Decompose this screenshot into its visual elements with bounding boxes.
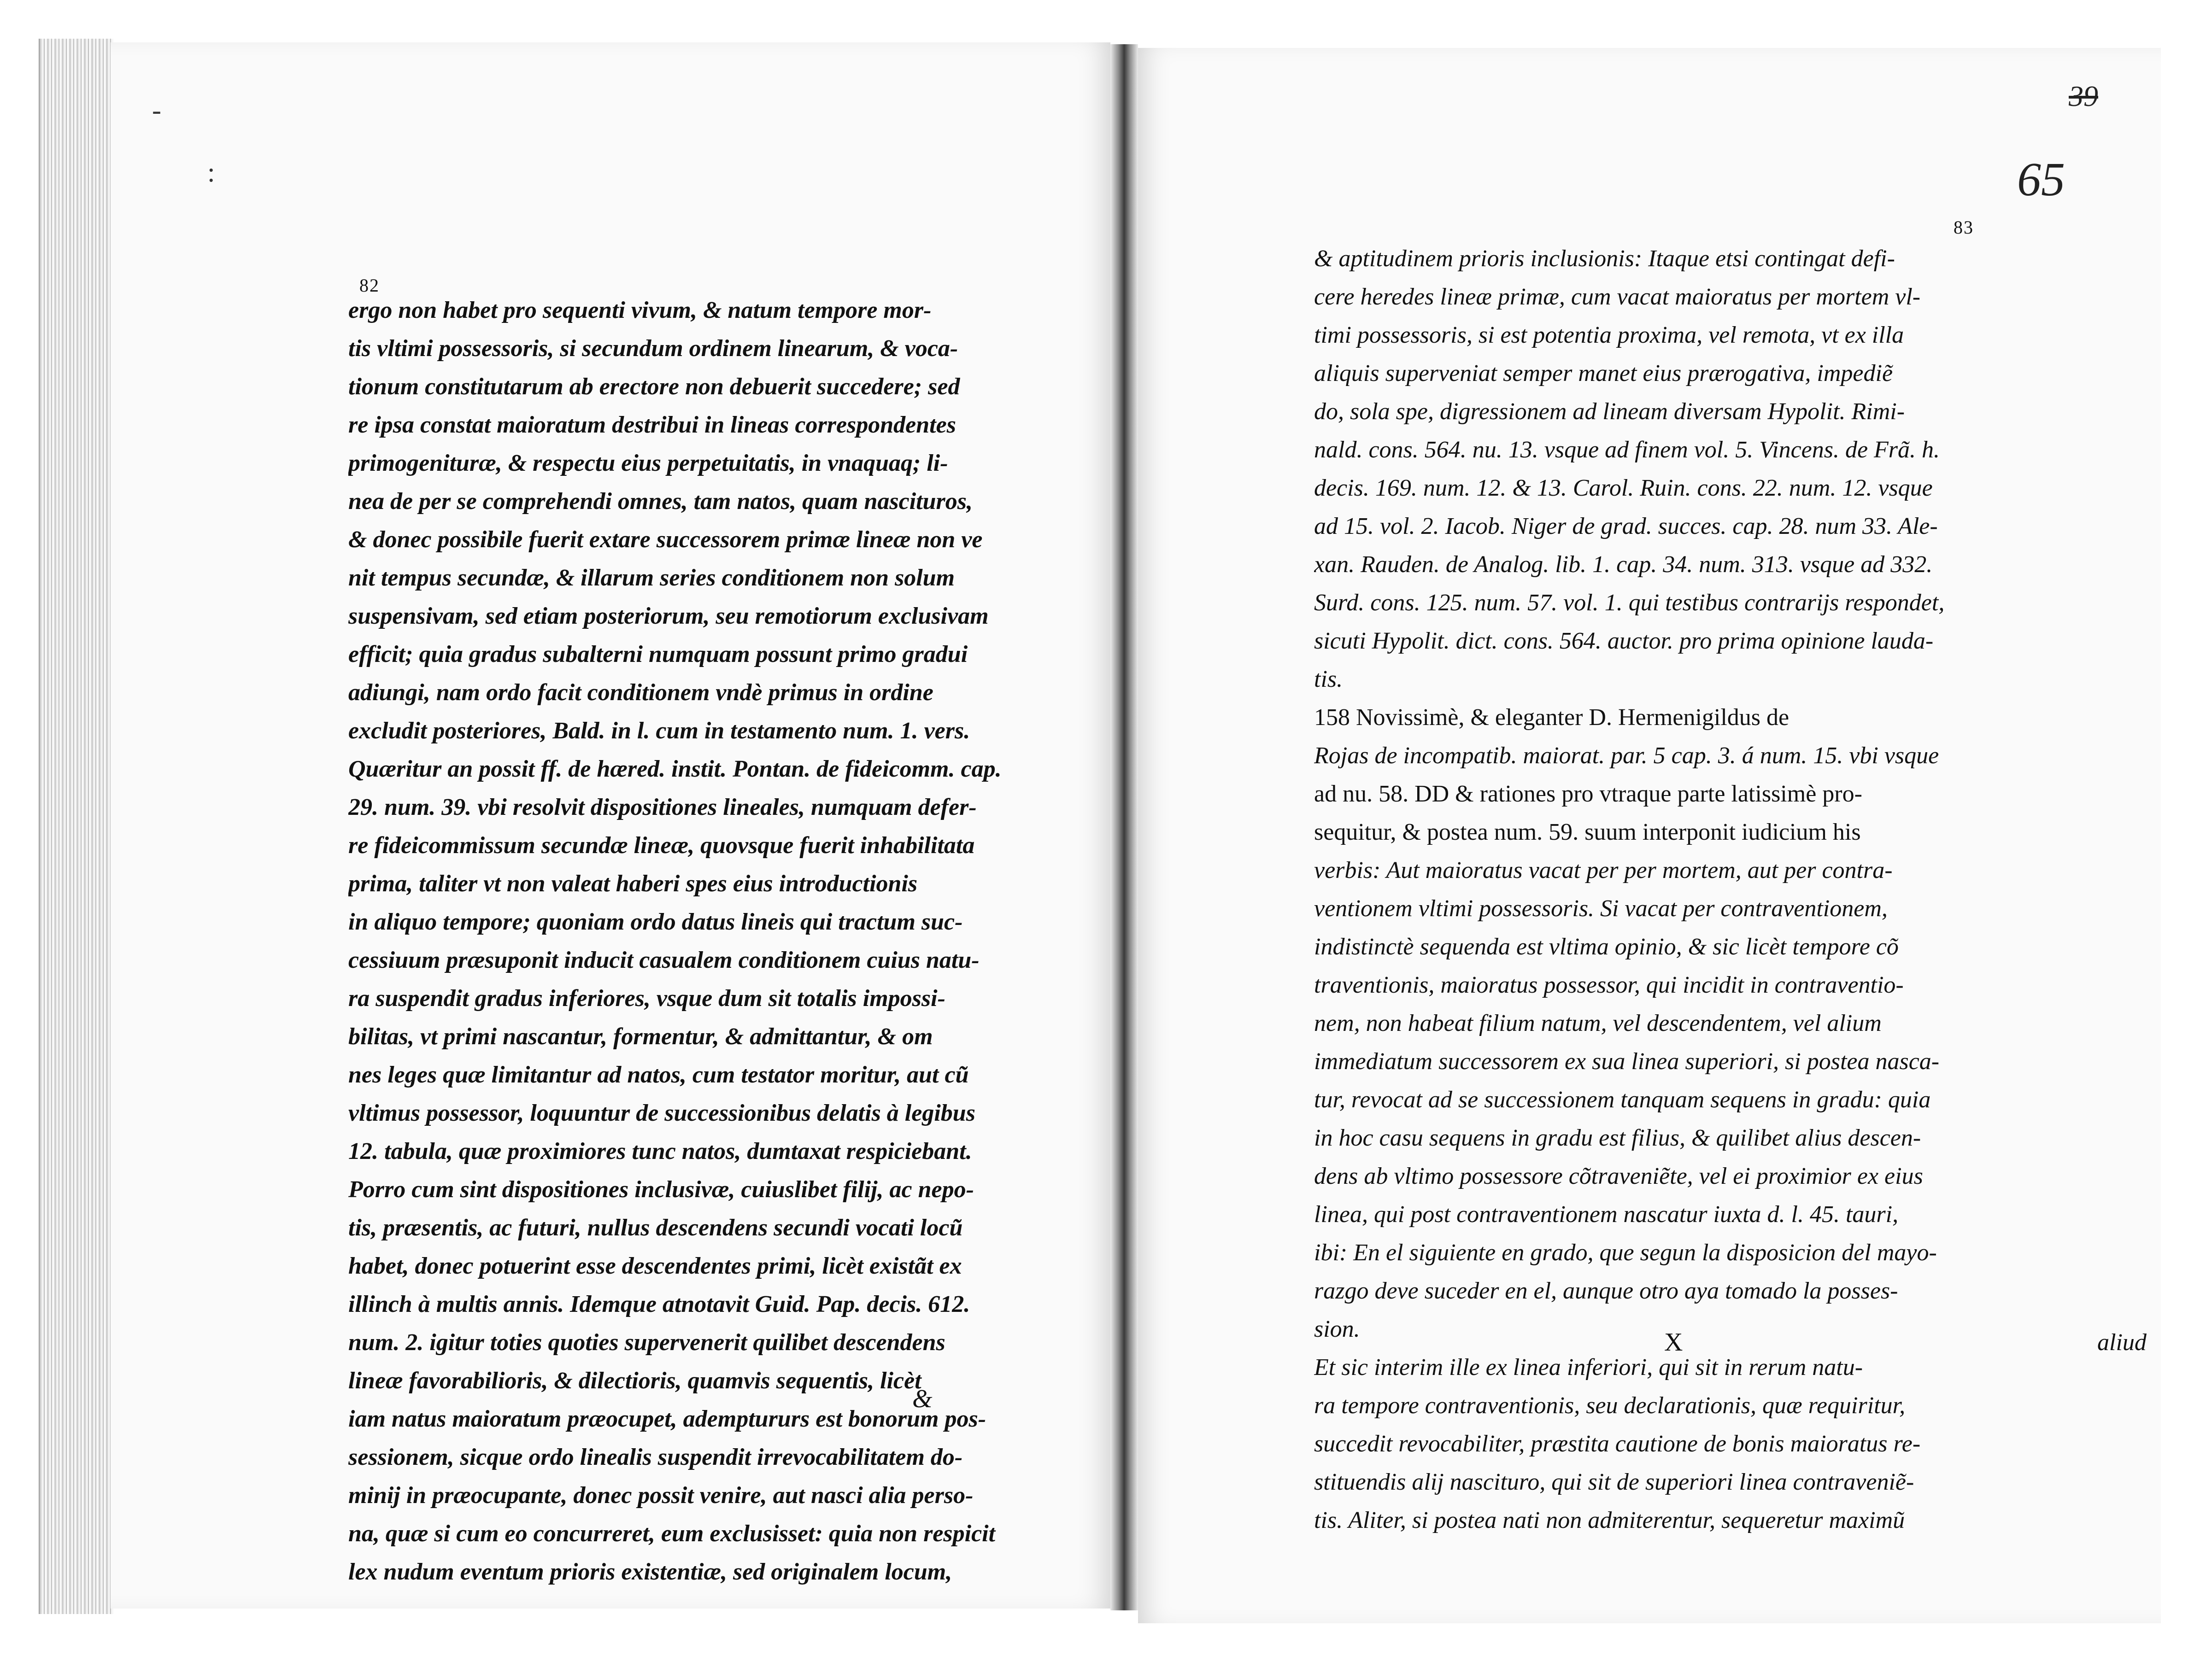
- text-line: & donec possibile fuerit extare successorem primæ lineæ non ve: [348, 526, 983, 553]
- text-line: sequitur, & postea num. 59. suum interponit iudicium his: [1314, 819, 1861, 845]
- text-line: re fideicommissum secundæ lineæ, quovsque fuerit inhabilitata: [348, 832, 975, 859]
- text-line: in hoc casu sequens in gradu est filius, & quilibet alius descen-: [1314, 1125, 1921, 1151]
- text-line: decis. 169. num. 12. & 13. Carol. Ruin. cons. 22. num. 12. vsque: [1314, 475, 1933, 501]
- text-line: succedit revocabiliter, præstita cautione de bonis maioratus re-: [1314, 1431, 1921, 1457]
- text-line: 158 Novissimè, & eleganter D. Hermenigildus de: [1314, 704, 1790, 731]
- text-line: tis, præsentis, ac futuri, nullus descendens secundi vocati locũ: [348, 1215, 963, 1241]
- text-line: sicuti Hypolit. dict. cons. 564. auctor. pro prima opinione lauda-: [1314, 628, 1934, 654]
- text-line: razgo deve suceder en el, aunque otro aya tomado la posses-: [1314, 1278, 1898, 1304]
- text-line: nem, non habeat filium natum, vel descendentem, vel alium: [1314, 1010, 1882, 1036]
- text-line: 29. num. 39. vbi resolvit dispositiones lineales, numquam defer-: [348, 794, 977, 820]
- text-line: traventionis, maioratus possessor, qui incidit in contraventio-: [1314, 972, 1904, 998]
- text-line: ra suspendit gradus inferiores, vsque dum sit totalis impossi-: [348, 985, 945, 1012]
- text-line: ad 15. vol. 2. Iacob. Niger de grad. succes. cap. 28. num 33. Ale-: [1314, 513, 1938, 539]
- text-line: ad nu. 58. DD & rationes pro vtraque parte latissimè pro-: [1314, 781, 1862, 807]
- text-line: linea, qui post contraventionem nascatur iuxta d. l. 45. tauri,: [1314, 1201, 1899, 1228]
- text-line: num. 2. igitur toties quoties supervenerit quilibet descendens: [348, 1329, 945, 1356]
- signature-mark: X: [1664, 1328, 1683, 1357]
- handwritten-folio-number: 65: [2017, 153, 2065, 206]
- margin-mark: :: [207, 157, 215, 187]
- text-line: suspensivam, sed etiam posteriorum, seu remotiorum exclusivam: [348, 603, 989, 629]
- struck-folio-number: 39: [2069, 80, 2098, 112]
- text-line: ra tempore contraventionis, seu declarationis, quæ requiritur,: [1314, 1392, 1906, 1419]
- text-line: sion.: [1314, 1316, 1360, 1342]
- text-line: lineæ favorabilioris, & dilectioris, quamvis sequentis, licèt: [348, 1368, 921, 1394]
- text-line: stituendis alij nascituro, qui sit de superiori linea contraveniẽ-: [1314, 1469, 1914, 1495]
- text-line: na, quæ si cum eo concurreret, eum exclusisset: quia non respicit: [348, 1521, 996, 1547]
- text-line: nit tempus secundæ, & illarum series conditionem non solum: [348, 565, 955, 591]
- text-line: Porro cum sint dispositiones inclusivæ, cuiuslibet filij, ac nepo-: [348, 1176, 974, 1203]
- text-line: tur, revocat ad se successionem tanquam sequens in gradu: quia: [1314, 1087, 1931, 1113]
- text-line: ibi: En el siguiente en grado, que segun la disposicion del mayo-: [1314, 1240, 1937, 1266]
- left-page-number: 82: [359, 275, 380, 296]
- text-line: Rojas de incompatib. maiorat. par. 5 cap. 3. á num. 15. vbi vsque: [1314, 743, 1939, 769]
- text-line: xan. Rauden. de Analog. lib. 1. cap. 34. num. 313. vsque ad 332.: [1314, 551, 1933, 578]
- text-line: re ipsa constat maioratum destribui in lineas correspondentes: [348, 412, 956, 438]
- text-line: & aptitudinem prioris inclusionis: Itaque etsi contingat defi-: [1314, 246, 1895, 272]
- text-line: illinch à multis annis. Idemque atnotavit Guid. Pap. decis. 612.: [348, 1291, 970, 1317]
- text-line: do, sola spe, digressionem ad lineam diversam Hypolit. Rimi-: [1314, 398, 1905, 425]
- text-line: lex nudum eventum prioris existentiæ, sed originalem locum,: [348, 1559, 952, 1585]
- text-line: vltimus possessor, loquuntur de successionibus delatis à legibus: [348, 1100, 975, 1126]
- text-line: nes leges quæ limitantur ad natos, cum testator moritur, aut cũ: [348, 1062, 969, 1088]
- text-line: nald. cons. 564. nu. 13. vsque ad finem vol. 5. Vincens. de Frã. h.: [1314, 437, 1940, 463]
- text-line: ergo non habet pro sequenti vivum, & natum tempore mor-: [348, 297, 932, 323]
- text-line: cere heredes lineæ primæ, cum vacat maioratus per mortem vl-: [1314, 284, 1921, 310]
- text-line: dens ab vltimo possessore cõtraveniẽte, vel ei proximior ex eius: [1314, 1163, 1923, 1189]
- text-line: timi possessoris, si est potentia proxima, vel remota, vt ex illa: [1314, 322, 1904, 348]
- text-line: Surd. cons. 125. num. 57. vol. 1. qui testibus contrarijs respondet,: [1314, 590, 1945, 616]
- margin-mark: -: [152, 95, 161, 125]
- text-line: tionum constitutarum ab erectore non debuerit succedere; sed: [348, 374, 960, 400]
- text-line: in aliquo tempore; quoniam ordo datus lineis qui tractum suc-: [348, 909, 963, 935]
- text-line: tis vltimi possessoris, si secundum ordinem linearum, & voca-: [348, 335, 958, 362]
- text-line: tis. Aliter, si postea nati non admiterentur, sequeretur maximũ: [1314, 1507, 1905, 1533]
- text-line: indistinctè sequenda est vltima opinio, & sic licèt tempore cõ: [1314, 934, 1899, 960]
- text-line: immediatum successorem ex sua linea superiori, si postea nasca-: [1314, 1048, 1940, 1075]
- text-line: verbis: Aut maioratus vacat per per mortem, aut per contra-: [1314, 857, 1893, 883]
- book-gutter: [1110, 44, 1138, 1610]
- text-line: sessionem, sicque ordo linealis suspendit irrevocabilitatem do-: [348, 1444, 963, 1470]
- text-line: nea de per se comprehendi omnes, tam natos, quam nascituros,: [348, 488, 973, 515]
- right-page-body: [1314, 240, 1944, 1539]
- text-line: aliquis superveniat semper manet eius prærogativa, impediẽ: [1314, 360, 1893, 386]
- text-line: bilitas, vt primi nascantur, formentur, & admittantur, & om: [348, 1024, 933, 1050]
- text-line: Et sic interim ille ex linea inferiori, qui sit in rerum natu-: [1314, 1354, 1863, 1381]
- text-line: prima, taliter vt non valeat haberi spes eius introductionis: [348, 871, 918, 897]
- left-page-body: [348, 291, 1002, 1591]
- text-line: habet, donec potuerint esse descendentes primi, licèt existãt ex: [348, 1253, 962, 1279]
- text-line: minij in præocupante, donec possit venire, aut nasci alia perso-: [348, 1482, 974, 1509]
- text-line: efficit; quia gradus subalterni numquam possunt primo gradui: [348, 641, 968, 667]
- right-catchword: aliud: [2097, 1329, 2147, 1356]
- text-line: Quæritur an possit ff. de hæred. instit. Pontan. de fideicomm. cap.: [348, 756, 1002, 782]
- text-line: cessiuum præsuponit inducit casualem conditionem cuius natu-: [348, 947, 980, 973]
- right-page-number: 83: [1954, 217, 1974, 238]
- text-line: primogenituræ, & respectu eius perpetuitatis, in vnaquaq; li-: [348, 450, 948, 476]
- text-line: iam natus maioratum præocupet, ademptururs est bonorum pos-: [348, 1406, 986, 1432]
- text-line: 12. tabula, quæ proximiores tunc natos, dumtaxat respiciebant.: [348, 1138, 972, 1164]
- text-line: tis.: [1314, 666, 1343, 692]
- text-line: adiungi, nam ordo facit conditionem vndè primus in ordine: [348, 679, 933, 706]
- text-line: ventionem vltimi possessoris. Si vacat per contraventionem,: [1314, 895, 1888, 922]
- page-stack-edge: [39, 39, 113, 1614]
- left-catchword: &: [912, 1385, 933, 1413]
- text-line: excludit posteriores, Bald. in l. cum in testamento num. 1. vers.: [348, 718, 970, 744]
